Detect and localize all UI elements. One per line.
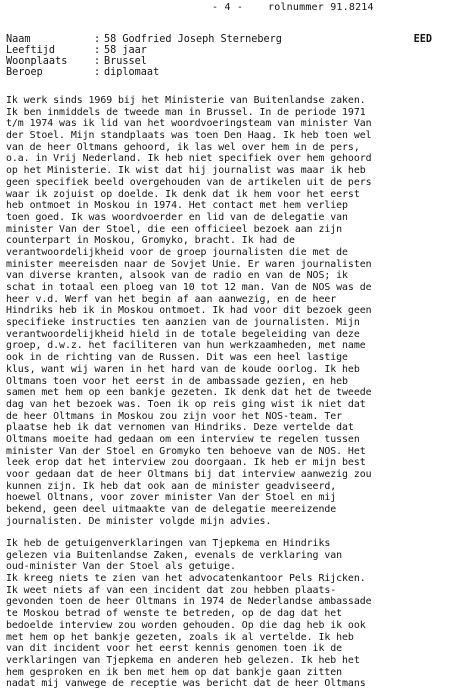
text-line: Ik werk sinds 1969 bij het Ministerie van Buitenlandse zaken. — [6, 95, 366, 106]
text-line: waar ik zojuist op doelde. Ik denk dat ik hem voor het eerst — [6, 188, 360, 200]
text-line: oud-minister Van der Stoel als getuige. — [6, 561, 236, 573]
text-line: toen goed. Ik was woordvoerder en lid van de delegatie van — [6, 211, 348, 223]
info-row — [6, 67, 442, 78]
text-line: bekend, geen deel uitmaakte van de delegatie meereizende — [6, 504, 337, 516]
text-line: met hem op het bankje gezeten, zoals ik al vertelde. Ik heb — [6, 631, 354, 643]
text-line: verantwoordelijkheid voor de groep journalisten die met de — [6, 246, 348, 258]
text-line: bedoelde interview zou worden gehouden. Op die dag heb ik ook — [6, 619, 366, 631]
info-label: Leeftijd — [6, 45, 56, 56]
text-line: heb ontmoet in Moskou in 1974. Het contact met hem verliep — [6, 200, 348, 212]
text-line: nadat mij vanwege de receptie was bericht dat de heer Oltmans — [6, 678, 366, 690]
info-value: 58 jaar — [104, 45, 147, 56]
text-line: op het Ministerie. Ik wist dat hij journalist was maar ik heb — [6, 165, 366, 177]
info-label: Woonplaats — [6, 56, 68, 67]
text-line: Oltmans moeite had gedaan om een interview te regelen tussen — [6, 433, 360, 445]
info-value: diplomaat — [104, 67, 160, 78]
text-line: verantwoordelijkheid hield in de totale begeleiding van deze — [6, 328, 360, 340]
text-line: journalisten. De minister volgde mijn advies. — [6, 515, 272, 527]
text-line: hoewel Oltnans, voor zover minister Van der Stoel en mij — [6, 492, 337, 504]
text-line: dag van het bezoek was. Toen ik op reis ging wist ik niet dat — [6, 398, 366, 410]
text-line: Ik weet niets af van een incident dat zou hebben plaats- — [6, 584, 337, 596]
text-line: Ik heb de getuigenverklaringen van Tjepkema en Hindriks — [6, 538, 331, 549]
text-line: plaatse heb ik dat vernomen van Hindriks. Deze vertelde dat — [6, 422, 354, 434]
text-line: minister Van der Stoel en Gromyko ten behoeve van de NOS. Het — [6, 445, 366, 457]
text-line: o.a. in Vrij Nederland. Ik heb niet specifiek over hem gehoord — [6, 153, 372, 165]
text-line: schat in totaal een ploeg van 10 tot 12 man. Van de NOS was de — [6, 282, 372, 293]
info-label: Naam — [6, 34, 31, 45]
text-line: geen specifiek beeld overgehouden van de artikelen uit de pers — [6, 176, 372, 188]
text-line: klus, want wij waren in het hard van de koude oorlog. Ik heb — [6, 363, 360, 375]
text-line: van dit incident voor het eerst kennis genomen toen ik de — [6, 643, 343, 655]
text-line: Hindriks heb ik in Moskou ontmoet. Ik had voor dit bezoek geen — [6, 305, 372, 317]
info-colon: : — [94, 56, 101, 67]
text-line: samen met hem op een bankje gezeten. Ik denk dat het de tweede — [6, 387, 372, 399]
text-line: minister meereisden naar de Sovjet Unie. Er waren journalisten — [6, 258, 372, 270]
paragraph-1 — [6, 95, 446, 527]
text-line: van de heer Oltmans gehoord, ik las wel over hem in de pers, — [6, 141, 360, 153]
text-line: van diverse kranten, alsook van de radio en van de NOS; ik — [6, 270, 348, 282]
text-line: groep, d.w.z. het faciliteren van hun werkzaamheden, met name — [6, 340, 366, 352]
info-row — [6, 56, 442, 67]
text-line: t/m 1974 was ik lid van het woordvoeringsteam van minister Van — [6, 118, 372, 130]
text-line: hem gesproken en ik ben met hem op dat bankje gaan zitten — [6, 666, 343, 678]
page-marker: - 4 - — [212, 2, 244, 13]
text-line: Ik kreeg niets te zien van het advocatenkantoor Pels Rijcken. — [6, 573, 366, 585]
info-value: Brussel — [104, 56, 147, 67]
text-line: gelezen via Buitenlandse Zaken, evenals de verklaring van — [6, 549, 343, 561]
text-line: counterpart in Moskou, Gromyko, bracht. Ik had de — [6, 235, 295, 247]
text-line: Oltmans toen voor het eerst in de ambassade gezien, en heb — [6, 375, 348, 387]
oath-tag: EED — [413, 34, 432, 45]
text-line: voor gedaan dat de heer Oltmans bij dat interview aanwezig zou — [6, 469, 372, 480]
info-colon: : — [94, 45, 101, 56]
text-line: Ik ben inmiddels de tweede man in Brussel. In de periode 1971 — [6, 106, 366, 118]
text-line: heer v.d. Werf van het begin af aan aanwezig, en de heer — [6, 293, 337, 305]
text-line: kunnen zijn. Ik heb dat ook aan de minister geadviseerd, — [6, 480, 337, 492]
text-line: der Stoel. Mijn standplaats was toen Den Haag. Ik heb toen wel — [6, 130, 372, 142]
text-line: gevonden toen de heer Oltmans in 1974 de Nederlandse ambassade — [6, 596, 372, 608]
text-line: te Moskou betrad of wenste te betreden, op de dag dat het — [6, 608, 343, 620]
paragraph-2 — [6, 538, 446, 690]
page-header — [212, 2, 374, 13]
text-line: leek erop dat het interview zou doorgaan. Ik heb er mijn best — [6, 457, 366, 469]
roll-number: rolnummer 91.8214 — [268, 2, 374, 13]
text-line: de heer Oltmans in Moskou zou zijn voor het NOS-team. Ter — [6, 410, 343, 422]
personal-info-block — [6, 34, 442, 78]
text-line: minister Van der Stoel, die een officieel bezoek aan zijn — [6, 223, 343, 235]
info-row — [6, 34, 442, 45]
info-value: 58 Godfried Joseph Sterneberg — [104, 34, 282, 45]
text-line: verklaringen van Tjepkema en anderen heb gelezen. Ik heb het — [6, 654, 360, 666]
info-colon: : — [94, 67, 101, 78]
text-line: specifieke instructies ten aanzien van de journalisten. Mijn — [6, 317, 360, 329]
info-row — [6, 45, 442, 56]
info-colon: : — [94, 34, 101, 45]
info-label: Beroep — [6, 67, 43, 78]
text-line: ook in de richting van de Russen. Dit was een heel lastige — [6, 352, 348, 364]
